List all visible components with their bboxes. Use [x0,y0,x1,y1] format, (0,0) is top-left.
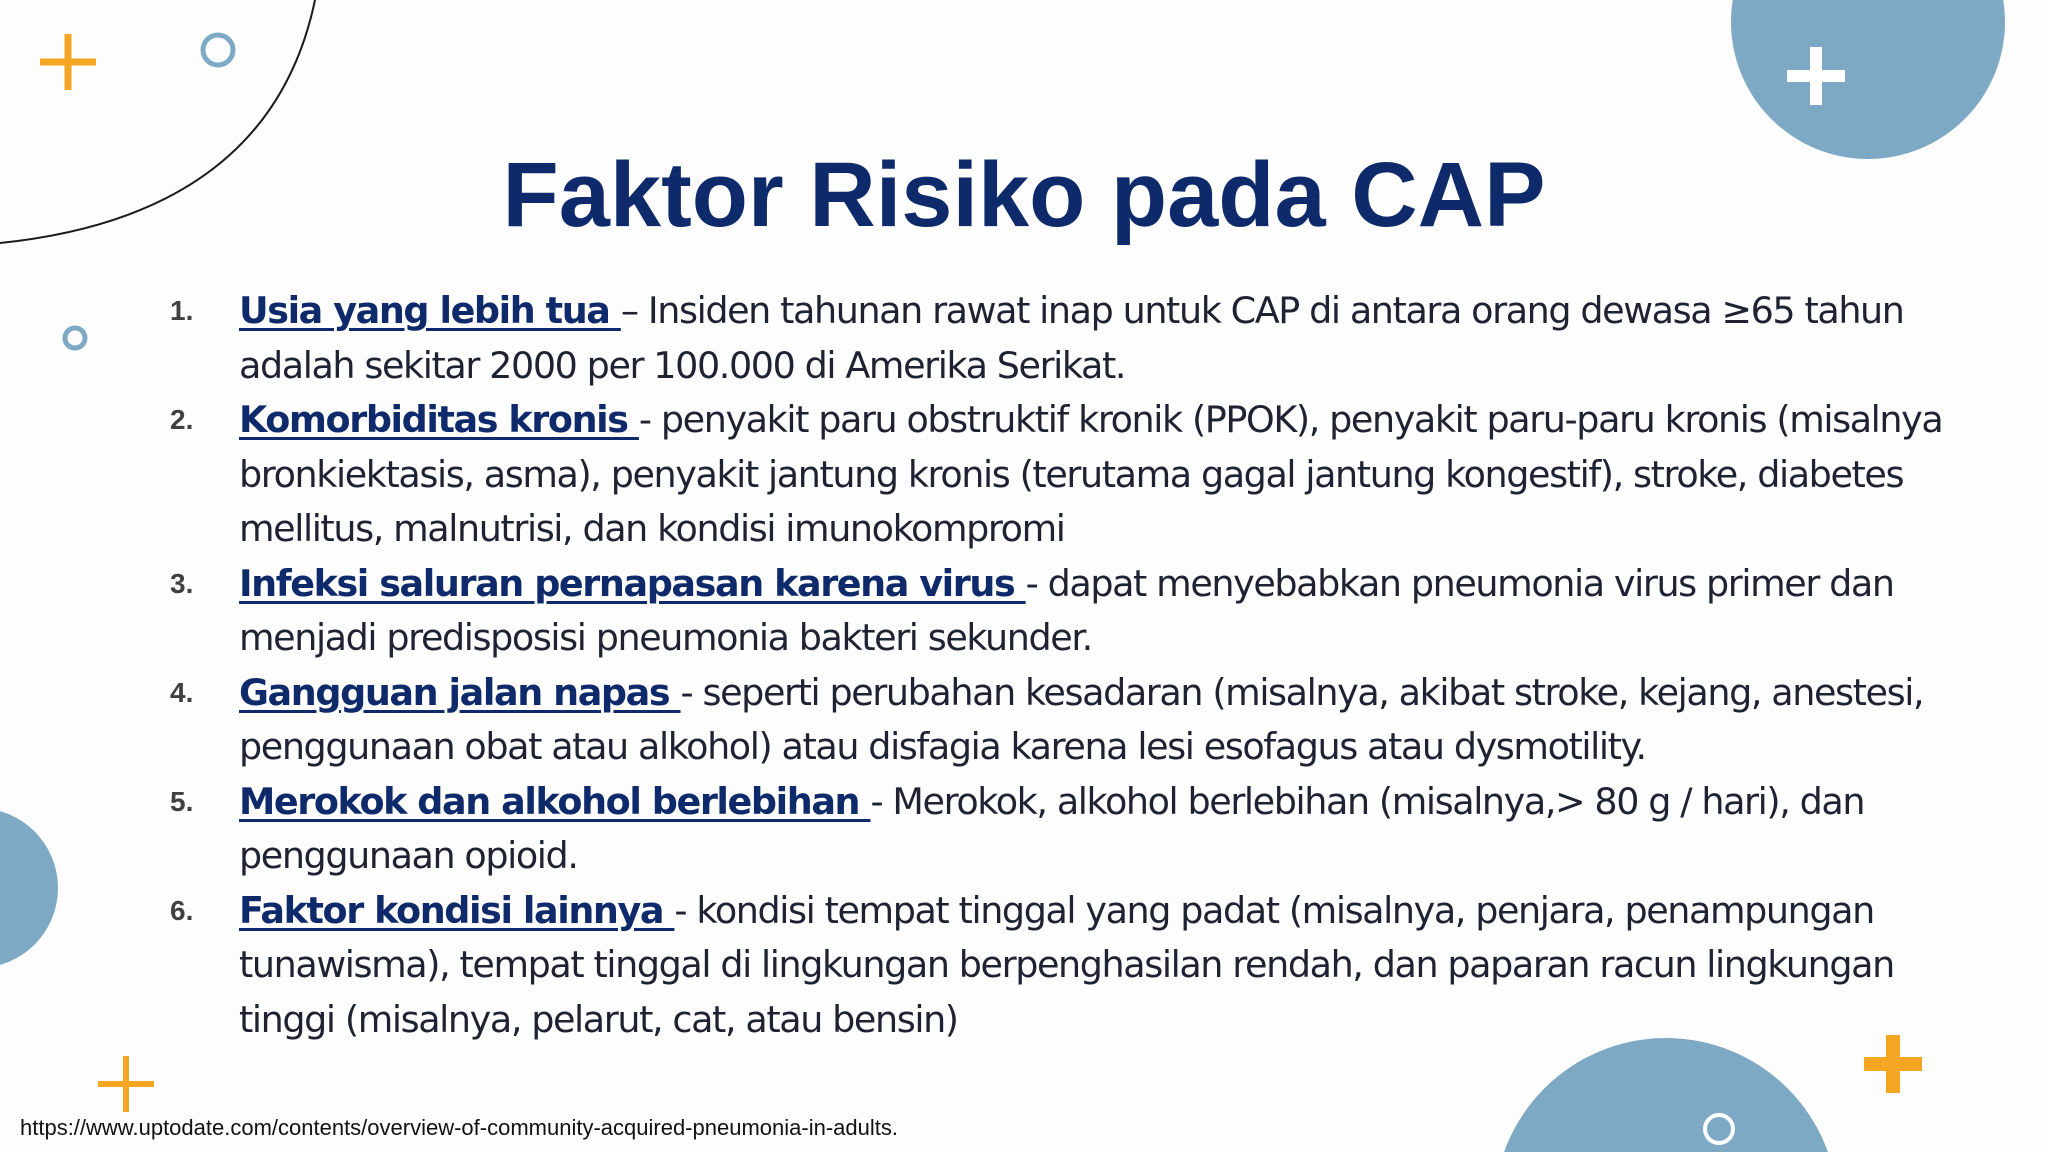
plus-icon [98,1056,154,1112]
risk-description: - penyakit paru obstruktif kronik (PPOK), penyakit paru-paru kronis (misalnya bronkiektasis, asma), penyakit jantung kronis (terutama gagal jantung kongestif), stroke, diabetes mellitus, malnutrisi, dan kondisi imunokompromi [239,398,1943,550]
risk-term: Faktor kondisi lainnya [239,888,675,932]
slide-title: Faktor Risiko pada CAP [502,144,1546,246]
plus-icon [40,34,96,90]
ring-icon [203,35,233,65]
item-number: 2. [170,404,194,435]
source-citation: https://www.uptodate.com/contents/overview-of-community-acquired-pneumonia-in-adults. [20,1115,898,1140]
item-number: 4. [170,676,194,708]
risk-term: Komorbiditas kronis [239,398,639,441]
list-item [170,557,1970,666]
risk-term: Infeksi saluran pernapasan karena virus [239,561,1026,605]
list-item [170,775,1970,884]
risk-description: - kondisi tempat tinggal yang padat (misalnya, penjara, penampungan tunawisma), tempat tinggal di lingkungan berpenghasilan rendah, dan paparan racun lingkungan tinggi (misalnya, pelarut, cat, atau bensin) [239,888,1894,1041]
circle-shape [1731,0,2005,159]
list-item [170,666,1970,775]
risk-description: – Insiden tahunan rawat inap untuk CAP di antara orang dewasa ≥65 tahun adalah sekitar 2000 per 100.000 di Amerika Serikat. [239,289,1904,387]
list-item [170,393,1970,557]
risk-term: Usia yang lebih tua [239,289,621,332]
risk-description: - seperti perubahan kesadaran (misalnya, akibat stroke, kejang, anestesi, penggunaan obat atau alkohol) atau disfagia karena lesi esofagus atau dysmotility. [239,670,1924,768]
list-item [170,284,1970,393]
circle-shape [1494,1038,1838,1152]
risk-factor-list [170,284,1970,1047]
risk-description: - Merokok, alkohol berlebihan (misalnya,> 80 g / hari), dan penggunaan opioid. [239,779,1865,877]
ring-icon [65,328,85,348]
circle-shape [0,808,58,968]
item-number: 3. [170,567,194,599]
risk-term: Gangguan jalan napas [239,670,681,714]
item-number: 1. [170,295,194,326]
risk-description: - dapat menyebabkan pneumonia virus primer dan menjadi predisposisi pneumonia bakteri sekunder. [239,561,1894,659]
risk-term: Merokok dan alkohol berlebihan [239,779,871,823]
item-number: 6. [170,894,194,926]
list-item [170,884,1970,1048]
item-number: 5. [170,785,194,817]
